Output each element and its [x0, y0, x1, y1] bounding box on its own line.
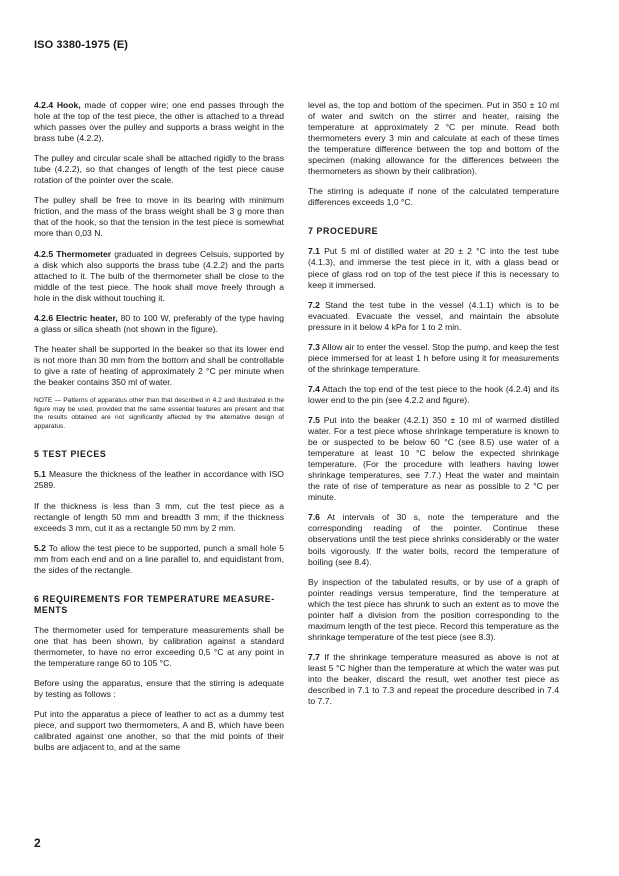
clause-7-3 [308, 342, 559, 375]
left-column [34, 100, 284, 762]
clause-number: 7.3 [308, 341, 320, 352]
clause-number: 7.4 [308, 383, 320, 394]
clause-4-2-4 [34, 100, 284, 144]
clause-number: 7.1 [308, 246, 320, 257]
document-header: ISO 3380-1975 (E) [34, 39, 129, 51]
paragraph: The thermometer used for temperature measurements shall be one that has been shown, by calibration against a standard thermometer, to have no error exceeding 0,5 °C at any point in the temperature range 60 to 105 °C. [34, 624, 284, 668]
paragraph: The pulley shall be free to move in its bearing with minimum friction, and the mass of the brass weight shall be 3 g more than that of the hook, so that the tension in the test piece is somewhat more than 0,03 N. [34, 195, 284, 239]
clause-number: 4.2.5 [34, 248, 54, 259]
clause-heading: Thermometer [56, 248, 112, 259]
clause-number: 4.2.6 [34, 312, 54, 323]
clause-heading: Hook, [56, 100, 81, 110]
clause-text: Allow air to enter the vessel. Stop the pump, and keep the test piece immersed for at least 1 h before using it for measurements of the shrinkage temperature. [308, 341, 559, 374]
clause-number: 7.2 [308, 299, 320, 310]
clause-7-6 [308, 512, 559, 567]
clause-text: graduated in degrees Celsuis, supported by a disk which also supports the brass tube (4.2.2) and the parts attached to it. The bulb of the thermometer shall be close to the middle of the test piece. The hook shall move freely through a hole in the disk without touching it. [34, 248, 284, 303]
right-column [308, 100, 559, 716]
clause-number: 7.5 [308, 414, 320, 425]
clause-text: To allow the test piece to be supported, punch a small hole 5 mm from each end and on a line parallel to, and equidistant from, the sides of the rectangle. [34, 542, 284, 575]
paragraph: If the thickness is less than 3 mm, cut the test piece as a rectangle of length 50 mm and breadth 3 mm; if the thickness exceeds 3 mm, cut it as a rectangle 50 mm by 2 mm. [34, 500, 284, 533]
clause-4-2-5 [34, 249, 284, 304]
clause-7-4 [308, 384, 559, 406]
paragraph: By inspection of the tabulated results, or by use of a graph of pointer readings versus temperature, find the temperature at which the test piece has shrunk to such an extent as to move the pointer half a division from the position corresponding to the maximum length of the test piece. Record this temperature as the shrinkage temperature of the test piece (see 8.3). [308, 576, 559, 642]
page-number: 2 [34, 836, 41, 850]
clause-number: 5.2 [34, 542, 46, 553]
paragraph: The stirring is adequate if none of the calculated temperature differences exceeds 1,0 °C. [308, 186, 559, 208]
clause-heading: Electric heater, [56, 312, 118, 323]
clause-7-2 [308, 300, 559, 333]
clause-5-1 [34, 469, 284, 491]
section-heading-test-pieces: 5 TEST PIECES [34, 449, 107, 460]
paragraph: The pulley and circular scale shall be attached rigidly to the brass tube (4.2.2), so that changes of length of the test piece cause rotation of the pointer over the scale. [34, 153, 284, 186]
clause-text: made of copper wire; one end passes through the hole at the top of the test piece, the other is attached to a thread which passes over the pulley and supports a brass weight in the brass tube (4.2.2). [34, 100, 285, 144]
clause-text: If the shrinkage temperature measured as above is not at least 5 °C higher than the temperature at which the water was put into the beaker, discard the result, wet another test piece as described in 7.1 to 7.3 and repeat the procedure described in 7.4 to 7.7. [308, 651, 559, 707]
clause-4-2-6 [34, 313, 284, 335]
clause-number: 4.2.4 [34, 100, 54, 110]
paragraph: level as, the top and bottom of the specimen. Put in 350 ± 10 ml of water and switch on the stirrer and heater, raising the temperature at approximately 2 °C per minute. Read both thermometers every 3 min and calculate at each of these times the temperature difference between the top and bottom of the specimen (making allowance for the differences between the thermometers as shown by their calibration). [308, 100, 559, 177]
clause-text: At intervals of 30 s, note the temperature and the corresponding reading of the pointer. Continue these observations until the test piece shrinks considerably or the water boils vigorously. If the water boils, record the temperature of boiling (see 8.4). [308, 512, 559, 567]
clause-text: Put into the beaker (4.2.1) 350 ± 10 ml of warmed distilled water. For a test piece whose shrinkage temperature is known to be or suspected to be below 60 °C (see 8.5) use water of a temperature at least 10 °C below the expected shrinkage temperature. (For the procedure with leathers having lower shrinkage temperatures, see 7.7.) Heat the water and maintain the rate of rise of temperature as near as possible to 2 °C per minute. [308, 414, 559, 503]
clause-number: 7.6 [308, 512, 320, 523]
section-heading-requirements: 6 REQUIREMENTS FOR TEMPERATURE MEASUREMENTS [34, 593, 275, 615]
clause-number: 7.7 [308, 651, 320, 662]
note: NOTE — Patterns of apparatus other than that described in 4.2 and illustrated in the figure may be used, provided that the same essential features are present and that the results obtained are not significantly affected by the alternative design of apparatus. [34, 397, 284, 430]
section-heading-procedure: 7 PROCEDURE [308, 226, 379, 237]
clause-7-1 [308, 246, 559, 290]
clause-7-5 [308, 415, 559, 503]
clause-5-2 [34, 543, 284, 576]
paragraph: The heater shall be supported in the beaker so that its lower end is not more than 30 mm from the bottom and shall be controllable to give a rate of heating of approximately 2 °C per minute when the beaker contains 350 ml of water. [34, 343, 284, 387]
clause-7-7 [308, 652, 559, 707]
clause-text: Measure the thickness of the leather in accordance with ISO 2589. [34, 469, 284, 491]
clause-text: Attach the top end of the test piece to the hook (4.2.4) and its lower end to the pin (see 4.2.2 and figure). [308, 383, 559, 405]
paragraph: Before using the apparatus, ensure that the stirring is adequate by testing as follows : [34, 677, 284, 700]
paragraph: Put into the apparatus a piece of leather to act as a dummy test piece, and support two thermometers, A and B, which have been calibrated against one another, so that the mid points of their bulbs are adjacent to, and at the same [34, 709, 284, 753]
clause-number: 5.1 [34, 469, 46, 480]
clause-text: 80 to 100 W, preferably of the type having a glass or silica sheath (not shown in the figure). [34, 312, 284, 334]
clause-text: Put 5 ml of distilled water at 20 ± 2 °C into the test tube (4.1.3), and immerse the test piece in it, with a glass bead or piece of glass rod on top of the test piece if this is necessary to keep it immersed. [308, 246, 559, 290]
clause-text: Stand the test tube in the vessel (4.1.1) which is to be evacuated. Evacuate the vessel, and maintain the absolute pressure in it below 4 kPa for 1 to 2 min. [308, 299, 559, 332]
